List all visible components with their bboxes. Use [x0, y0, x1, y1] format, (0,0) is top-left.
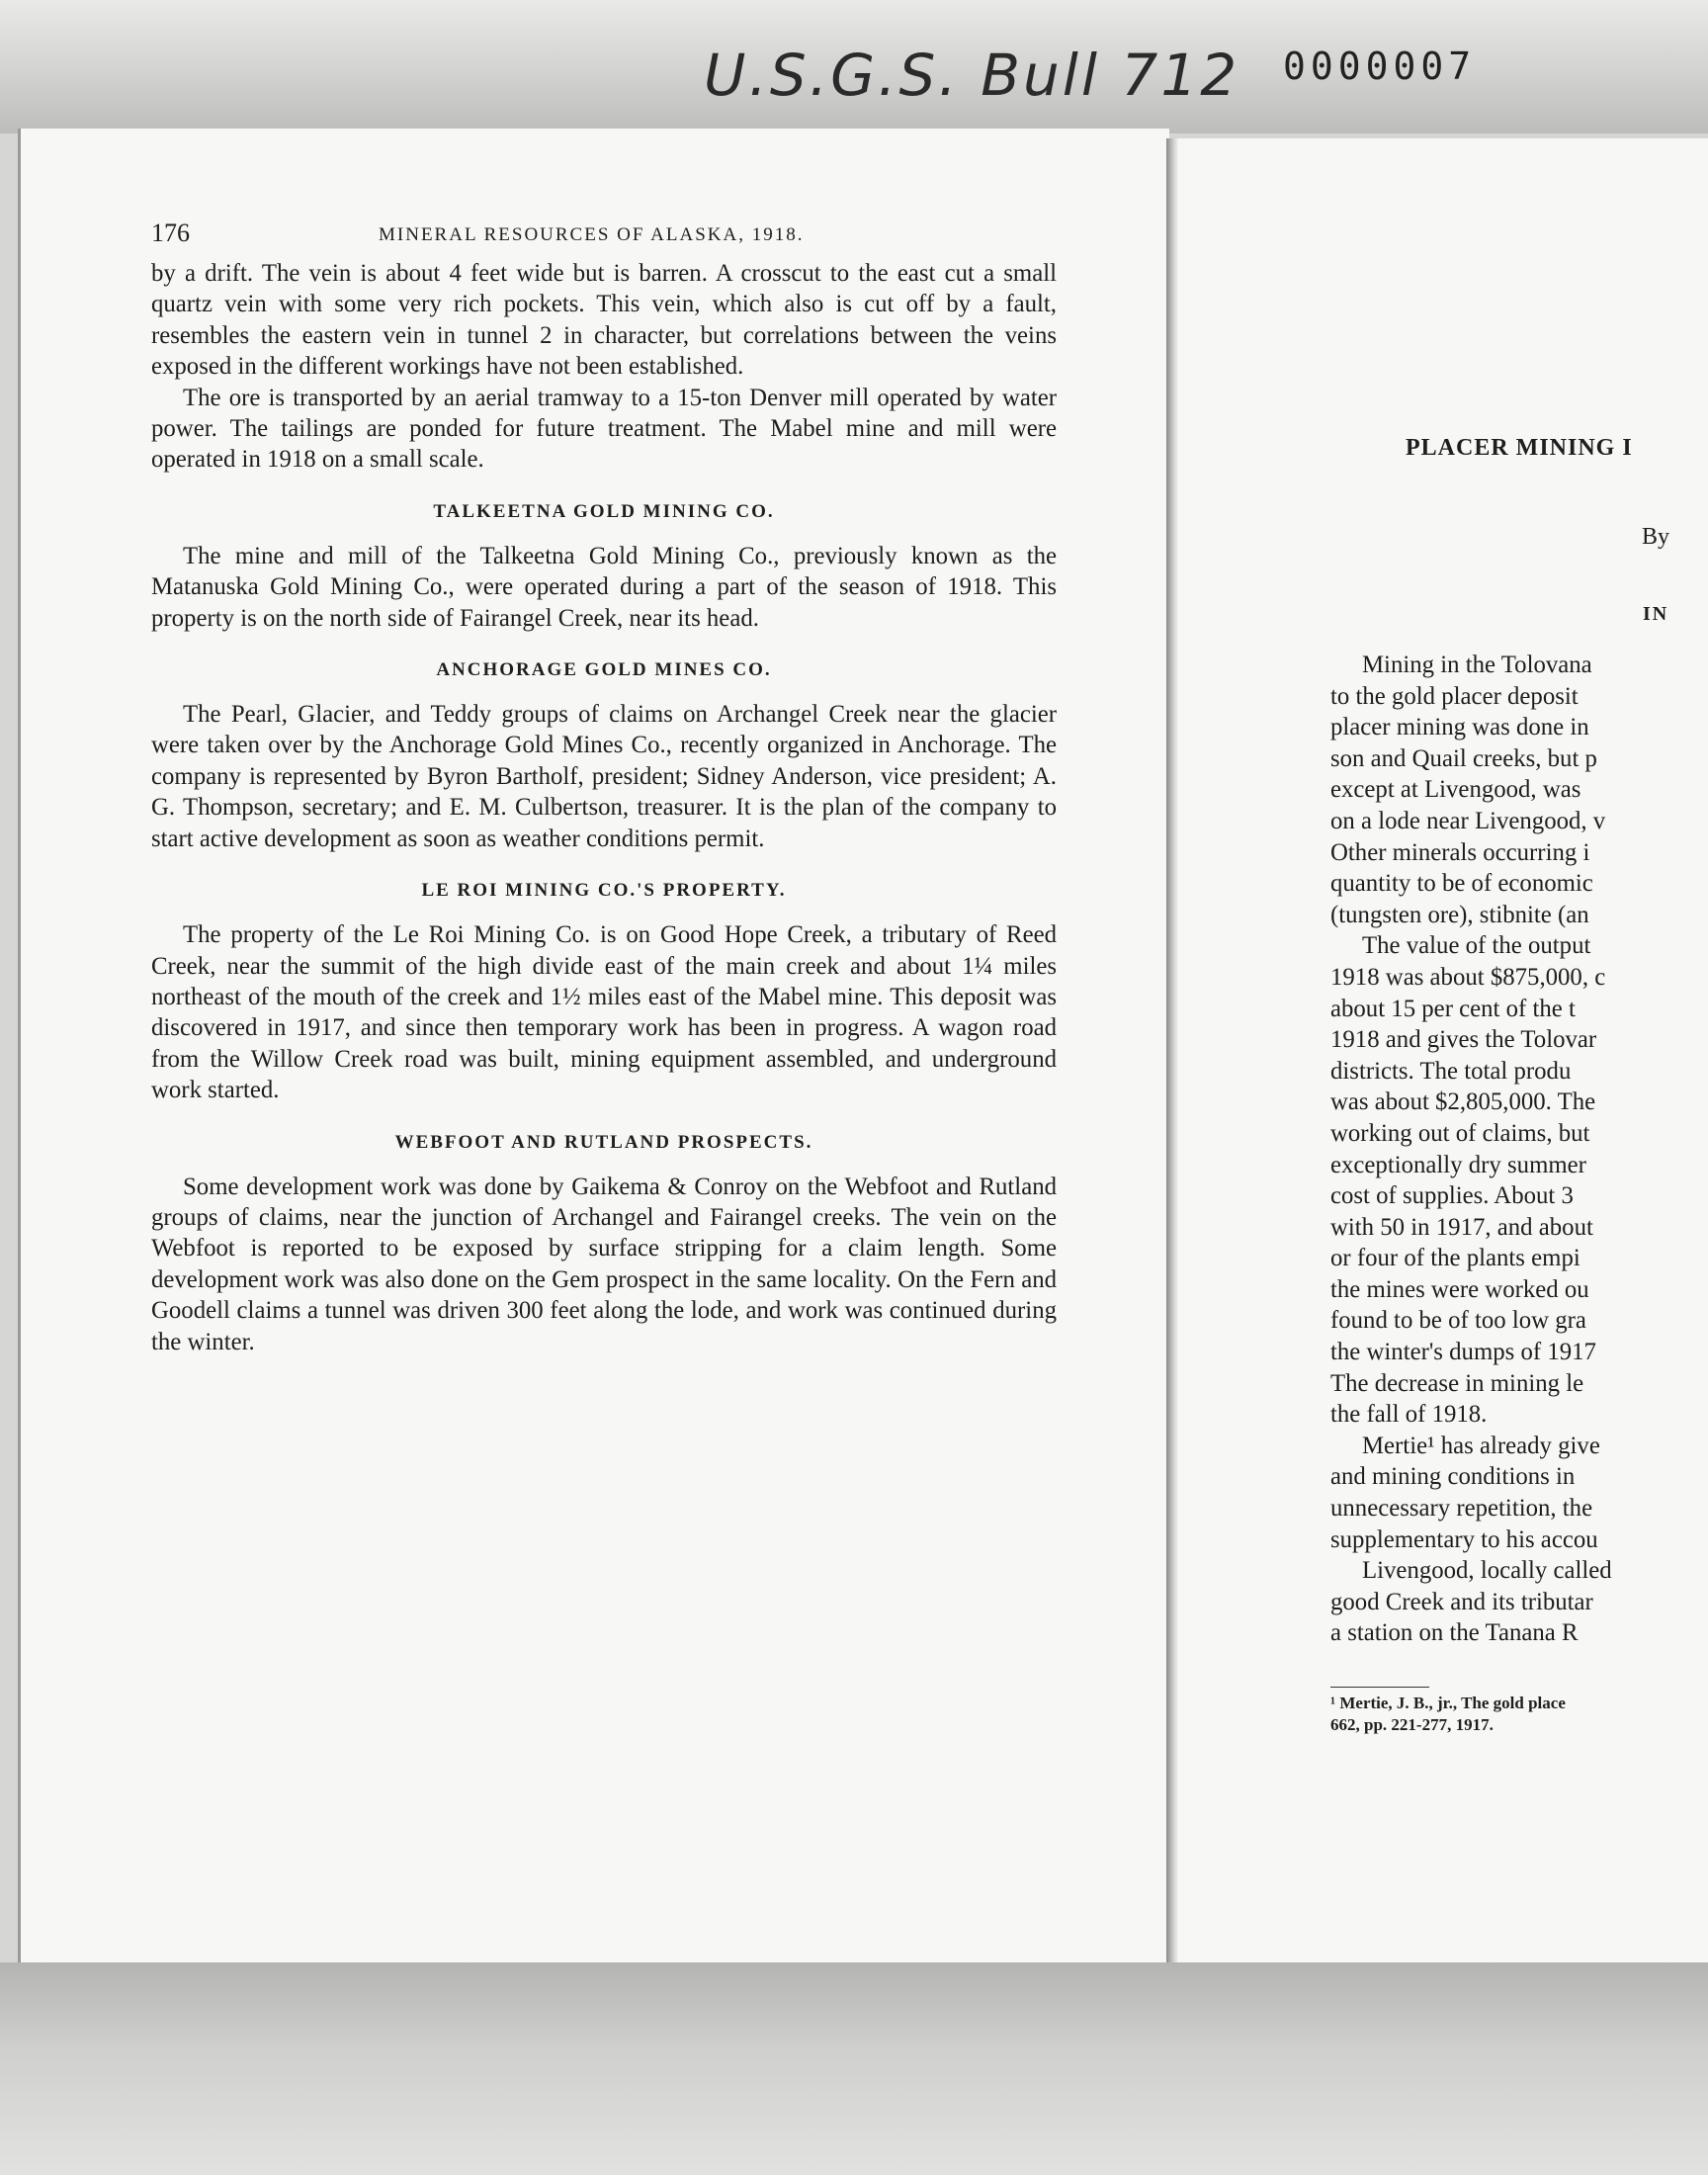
- text-line: Mining in the Tolovana: [1362, 652, 1592, 678]
- section-heading-talkeetna: TALKEETNA GOLD MINING CO.: [433, 500, 775, 522]
- text-line: was about $2,805,000. The: [1330, 1088, 1596, 1116]
- section-text-le-roi: The property of the Le Roi Mining Co. is on Good Hope Creek, a tributary of Reed Creek, near the summit of the high divide east of the main creek and about 1¼ miles northeast of the mouth of the creek and 1½ miles east of the Mabel mine. This deposit was discovered in 1917, and since then temporary work has been in progress. A wagon road from the Willow Creek road was built, mining equipment assembled, and underground work started.: [151, 921, 1057, 1104]
- text-line: 1918 and gives the Tolovar: [1330, 1026, 1597, 1054]
- section-text-webfoot: Some development work was done by Gaikema & Conroy on the Webfoot and Rutland groups of claims, near the junction of Archangel and Fairangel creeks. The vein on the Webfoot is reported to be exposed by surface stripping for a claim length. Some development work was also done on the Gem prospect in the same locality. On the Fern and Goodell claims a tunnel was driven 300 feet along the lode, and work was continued during the winter.: [151, 1173, 1057, 1355]
- book-gutter: [1166, 138, 1178, 1962]
- footnote-line: ¹ Mertie, J. B., jr., The gold place: [1330, 1694, 1566, 1712]
- text-line: Livengood, locally called: [1362, 1557, 1612, 1585]
- text-line: 1918 was about $875,000, c: [1330, 963, 1606, 991]
- section-text-talkeetna: The mine and mill of the Talkeetna Gold Mining Co., previously known as the Matanuska Gold Mining Co., were operated during a part of the season of 1918. This property is on the north side of Fairangel Creek, near its head.: [151, 542, 1057, 632]
- footnote-line: 662, pp. 221-277, 1917.: [1330, 1715, 1494, 1734]
- right-page-title: PLACER MINING I: [1406, 435, 1633, 461]
- text-line: son and Quail creeks, but p: [1330, 744, 1597, 772]
- text-line: The value of the output: [1362, 932, 1591, 960]
- text-line: Mertie¹ has already give: [1362, 1432, 1600, 1459]
- text-line: working out of claims, but: [1330, 1119, 1590, 1147]
- right-page: [1178, 138, 1708, 1962]
- text-line: cost of supplies. About 3: [1330, 1182, 1574, 1210]
- ore-paragraph: The ore is transported by an aerial tramway to a 15-ton Denver mill operated by water power. The tailings are ponded for future treatment. The Mabel mine and mill were operated in 1918 on a small scale.: [151, 384, 1057, 474]
- text-line: good Creek and its tributar: [1330, 1588, 1593, 1615]
- text-line: except at Livengood, was: [1330, 776, 1581, 804]
- scan-bottom-edge: [0, 1962, 1708, 2175]
- right-page-text: [1330, 650, 1708, 1649]
- handwritten-note: U.S.G.S. Bull 712: [704, 42, 1240, 109]
- text-line: The decrease in mining le: [1330, 1369, 1584, 1397]
- running-head-title: MINERAL RESOURCES OF ALASKA, 1918.: [379, 224, 805, 245]
- intro-paragraph: by a drift. The vein is about 4 feet wide but is barren. A crosscut to the east cut a small quartz vein with some very rich pockets. This vein, which also is cut off by a fault, resembles the eastern vein in tunnel 2 in character, but correlations between the veins exposed in the different workings have not been established.: [151, 260, 1057, 381]
- text-line: on a lode near Livengood, v: [1330, 807, 1606, 834]
- text-line: a station on the Tanana R: [1330, 1619, 1579, 1647]
- text-line: with 50 in 1917, and about: [1330, 1213, 1593, 1241]
- section-heading-webfoot: WEBFOOT AND RUTLAND PROSPECTS.: [394, 1131, 813, 1153]
- text-line: districts. The total produ: [1330, 1057, 1572, 1085]
- text-line: quantity to be of economic: [1330, 870, 1593, 898]
- page-number: 176: [151, 218, 190, 247]
- text-line: or four of the plants empi: [1330, 1245, 1580, 1272]
- text-line: found to be of too low gra: [1330, 1307, 1586, 1335]
- stamp-number: 0000007: [1283, 44, 1477, 88]
- section-heading-le-roi: LE ROI MINING CO.'S PROPERTY.: [421, 880, 787, 902]
- text-line: placer mining was done in: [1330, 714, 1589, 741]
- text-line: exceptionally dry summer: [1330, 1151, 1586, 1178]
- left-page-column: [151, 215, 1057, 1357]
- footnote-rule: [1330, 1687, 1429, 1688]
- running-head: [151, 215, 1057, 258]
- text-line: supplementary to his accou: [1330, 1525, 1598, 1553]
- text-line: the mines were worked ou: [1330, 1275, 1589, 1303]
- right-page-byline: By: [1642, 524, 1670, 550]
- text-line: unnecessary repetition, the: [1330, 1495, 1593, 1522]
- text-line: to the gold placer deposit: [1330, 682, 1579, 710]
- right-page-subhead: IN: [1643, 603, 1669, 625]
- footnote: [1330, 1693, 1708, 1736]
- text-line: the winter's dumps of 1917: [1330, 1339, 1596, 1366]
- section-text-anchorage: The Pearl, Glacier, and Teddy groups of claims on Archangel Creek near the glacier were taken over by the Anchorage Gold Mines Co., recently organized in Anchorage. The company is represented by Byron Bartholf, president; Sidney Anderson, vice president; A. G. Thompson, secretary; and E. M. Culbertson, treasurer. It is the plan of the company to start active development as soon as weather conditions permit.: [151, 701, 1057, 852]
- text-line: (tungsten ore), stibnite (an: [1330, 901, 1589, 928]
- text-line: Other minerals occurring i: [1330, 838, 1590, 866]
- text-line: and mining conditions in: [1330, 1463, 1576, 1491]
- text-line: the fall of 1918.: [1330, 1401, 1488, 1429]
- section-heading-anchorage: ANCHORAGE GOLD MINES CO.: [436, 659, 772, 681]
- left-page: [18, 129, 1169, 1972]
- text-line: about 15 per cent of the t: [1330, 995, 1576, 1022]
